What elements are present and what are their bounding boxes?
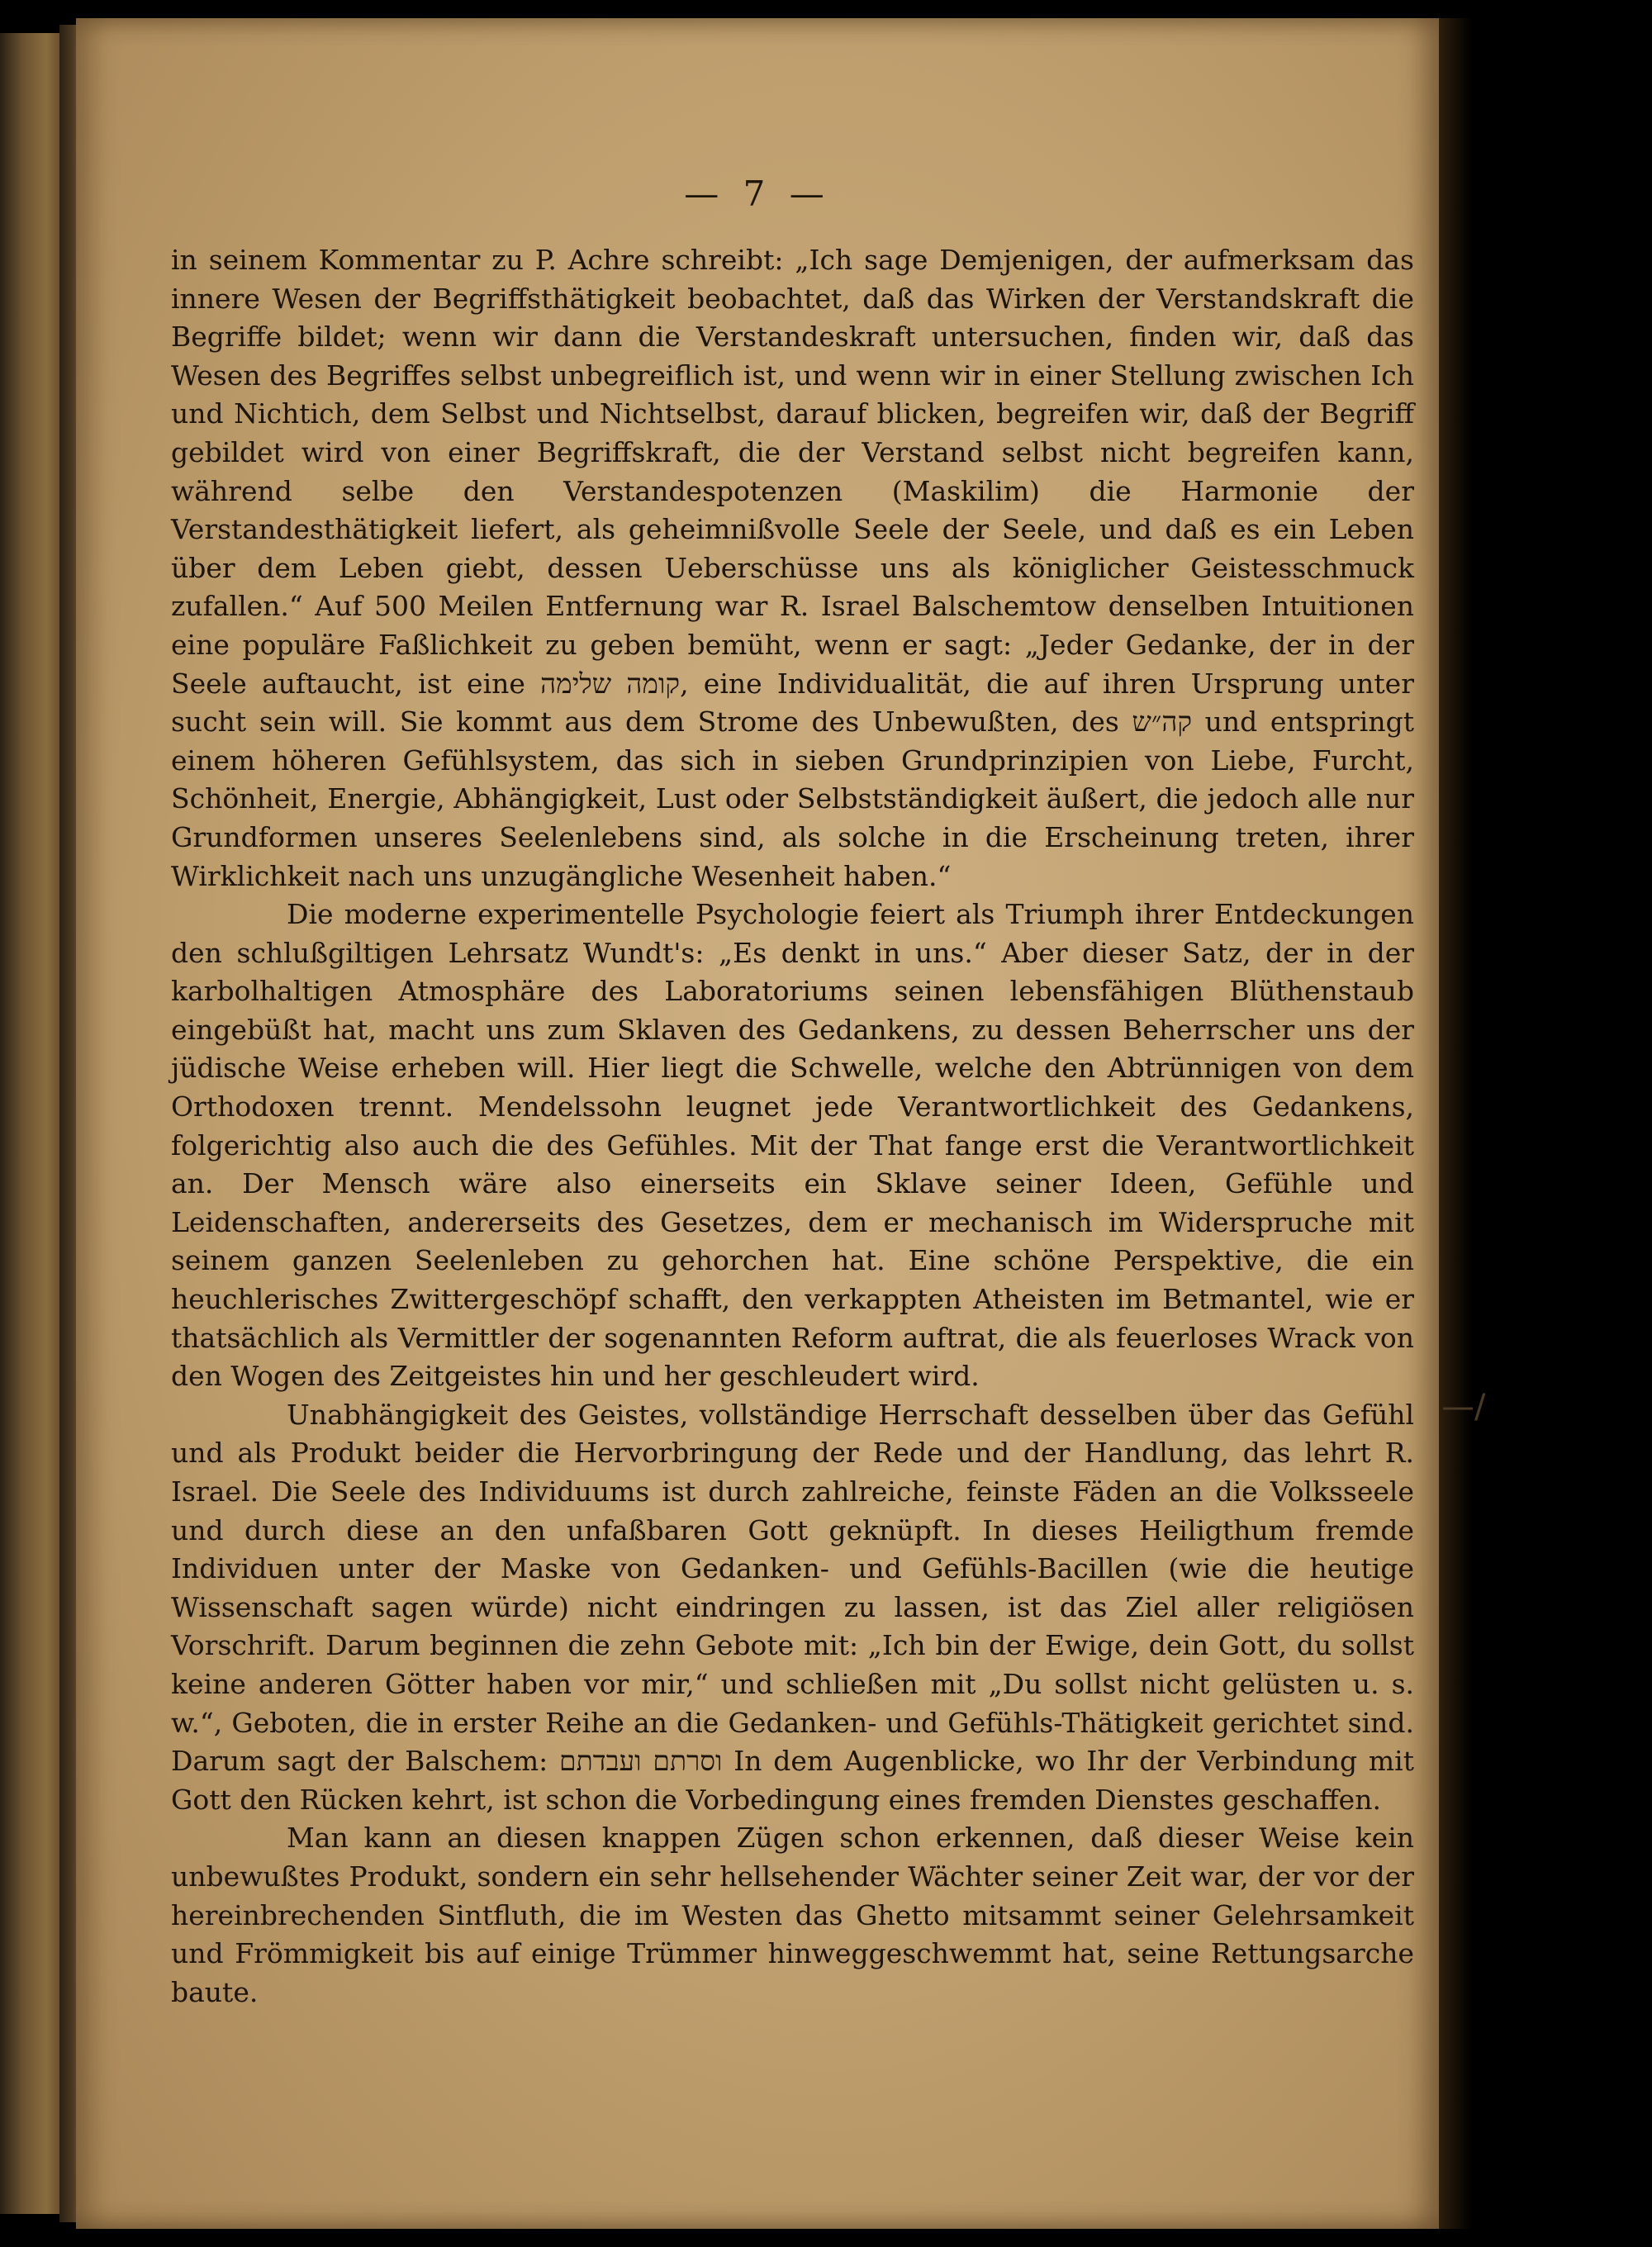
margin-pencil-mark: —/ [1441, 1388, 1486, 1426]
book-page [76, 18, 1439, 2229]
paragraph-1: in seinem Kommentar zu P. Achre schreibt: „Ich sage Demjenigen, der aufmerksam das innere Wesen der Begriffsthätigkeit beobachtet, daß das Wirken der Verstandskraft die Begriffe bildet; wenn wir dann die Verstandeskraft untersuchen, finden wir, daß das Wesen des Begriffes selbst unbegreiflich ist, und wenn wir in einer Stellung zwischen Ich und Nichtich, dem Selbst und Nichtselbst, darauf blicken, begreifen wir, daß der Begriff gebildet wird von einer Begriffskraft, die der Verstand selbst nicht begreifen kann, während selbe den Verstandespotenzen (Maskilim) die Harmonie der Verstandesthätigkeit liefert, als geheimnißvolle Seele der Seele, und daß es ein Leben über dem Leben giebt, dessen Ueberschüsse uns als königlicher Geistesschmuck zufallen.“ Auf 500 Meilen Entfernung war R. Israel Balschemtow denselben Intuitionen eine populäre Faßlichkeit zu geben bemüht, wenn er sagt: „Jeder Gedanke, der in der Seele auftaucht, ist eine קומה שלימה, eine Individualität, die auf ihren Ursprung unter sucht sein will. Sie kommt aus dem Strome des Unbewußten, des קה״ש und entspringt einem höheren Gefühlsystem, das sich in sieben Grundprinzipien von Liebe, Furcht, Schönheit, Energie, Abhängigkeit, Lust oder Selbstständigkeit äußert, die jedoch alle nur Grundformen unseres Seelenlebens sind, als solche in die Erscheinung treten, ihrer Wirklichkeit nach uns unzugängliche Wesenheit haben.“ [171, 244, 1414, 892]
right-page-edge [1439, 18, 1472, 2229]
paragraph-2: Die moderne experimentelle Psychologie feiert als Triumph ihrer Entdeckungen den schlußgiltigen Lehrsatz Wundt's: „Es denkt in uns.“ Aber dieser Satz, der in der karbolhaltigen Atmosphäre des Laboratoriums seinen lebensfähigen Blüthenstaub eingebüßt hat, macht uns zum Sklaven des Gedankens, zu dessen Beherrscher uns der jüdische Weise erheben will. Hier liegt die Schwelle, welche den Abtrünnigen von dem Orthodoxen trennt. Mendelssohn leugnet jede Verantwortlichkeit des Gedankens, folgerichtig also auch die des Gefühles. Mit der That fange erst die Verantwortlichkeit an. Der Mensch wäre also einerseits ein Sklave seiner Ideen, Gefühle und Leidenschaften, andererseits des Gesetzes, dem er mechanisch im Widerspruche mit seinem ganzen Seelenleben zu gehorchen hat. Eine schöne Perspektive, die ein heuchlerisches Zwittergeschöpf schafft, den verkappten Atheisten im Betmantel, wie er thatsächlich als Vermittler der sogenannten Reform auftrat, die als feuerloses Wrack von den Wogen des Zeitgeistes hin und her geschleudert wird. [171, 898, 1414, 1393]
page-number: — 7 — [684, 173, 831, 214]
left-page-edge [0, 33, 66, 2214]
paragraph-3: Unabhängigkeit des Geistes, vollständige Herrschaft desselben über das Gefühl und als Produkt beider die Hervorbringung der Rede und der Handlung, das lehrt R. Israel. Die Seele des Individuums ist durch zahlreiche, feinste Fäden an die Volksseele und durch diese an den unfaßbaren Gott geknüpft. In dieses Heiligthum fremde Individuen unter der Maske von Gedanken- und Gefühls-Bacillen (wie die heutige Wissenschaft sagen würde) nicht eindringen zu lassen, ist das Ziel aller religiösen Vorschrift. Darum beginnen die zehn Gebote mit: „Ich bin der Ewige, dein Gott, du sollst keine anderen Götter haben vor mir,“ und schließen mit „Du sollst nicht gelüsten u. s. w.“, Geboten, die in erster Reihe an die Gedanken- und Gefühls-Thätigkeit gerichtet sind. Darum sagt der Balschem: וסרתם ועבדתם In dem Augenblicke, wo Ihr der Verbindung mit Gott den Rücken kehrt, ist schon die Vorbedingung eines fremden Dienstes geschaffen. [171, 1398, 1414, 1816]
paragraph-4: Man kann an diesen knappen Zügen schon erkennen, daß dieser Weise kein unbewußtes Produkt, sondern ein sehr hellsehender Wächter seiner Zeit war, der vor der hereinbrechenden Sintfluth, die im Westen das Ghetto mitsammt seiner Gelehrsamkeit und Frömmigkeit bis auf einige Trümmer hinweggeschwemmt hat, seine Rettungsarche baute. [171, 1822, 1414, 2008]
body-text [171, 241, 1414, 2012]
